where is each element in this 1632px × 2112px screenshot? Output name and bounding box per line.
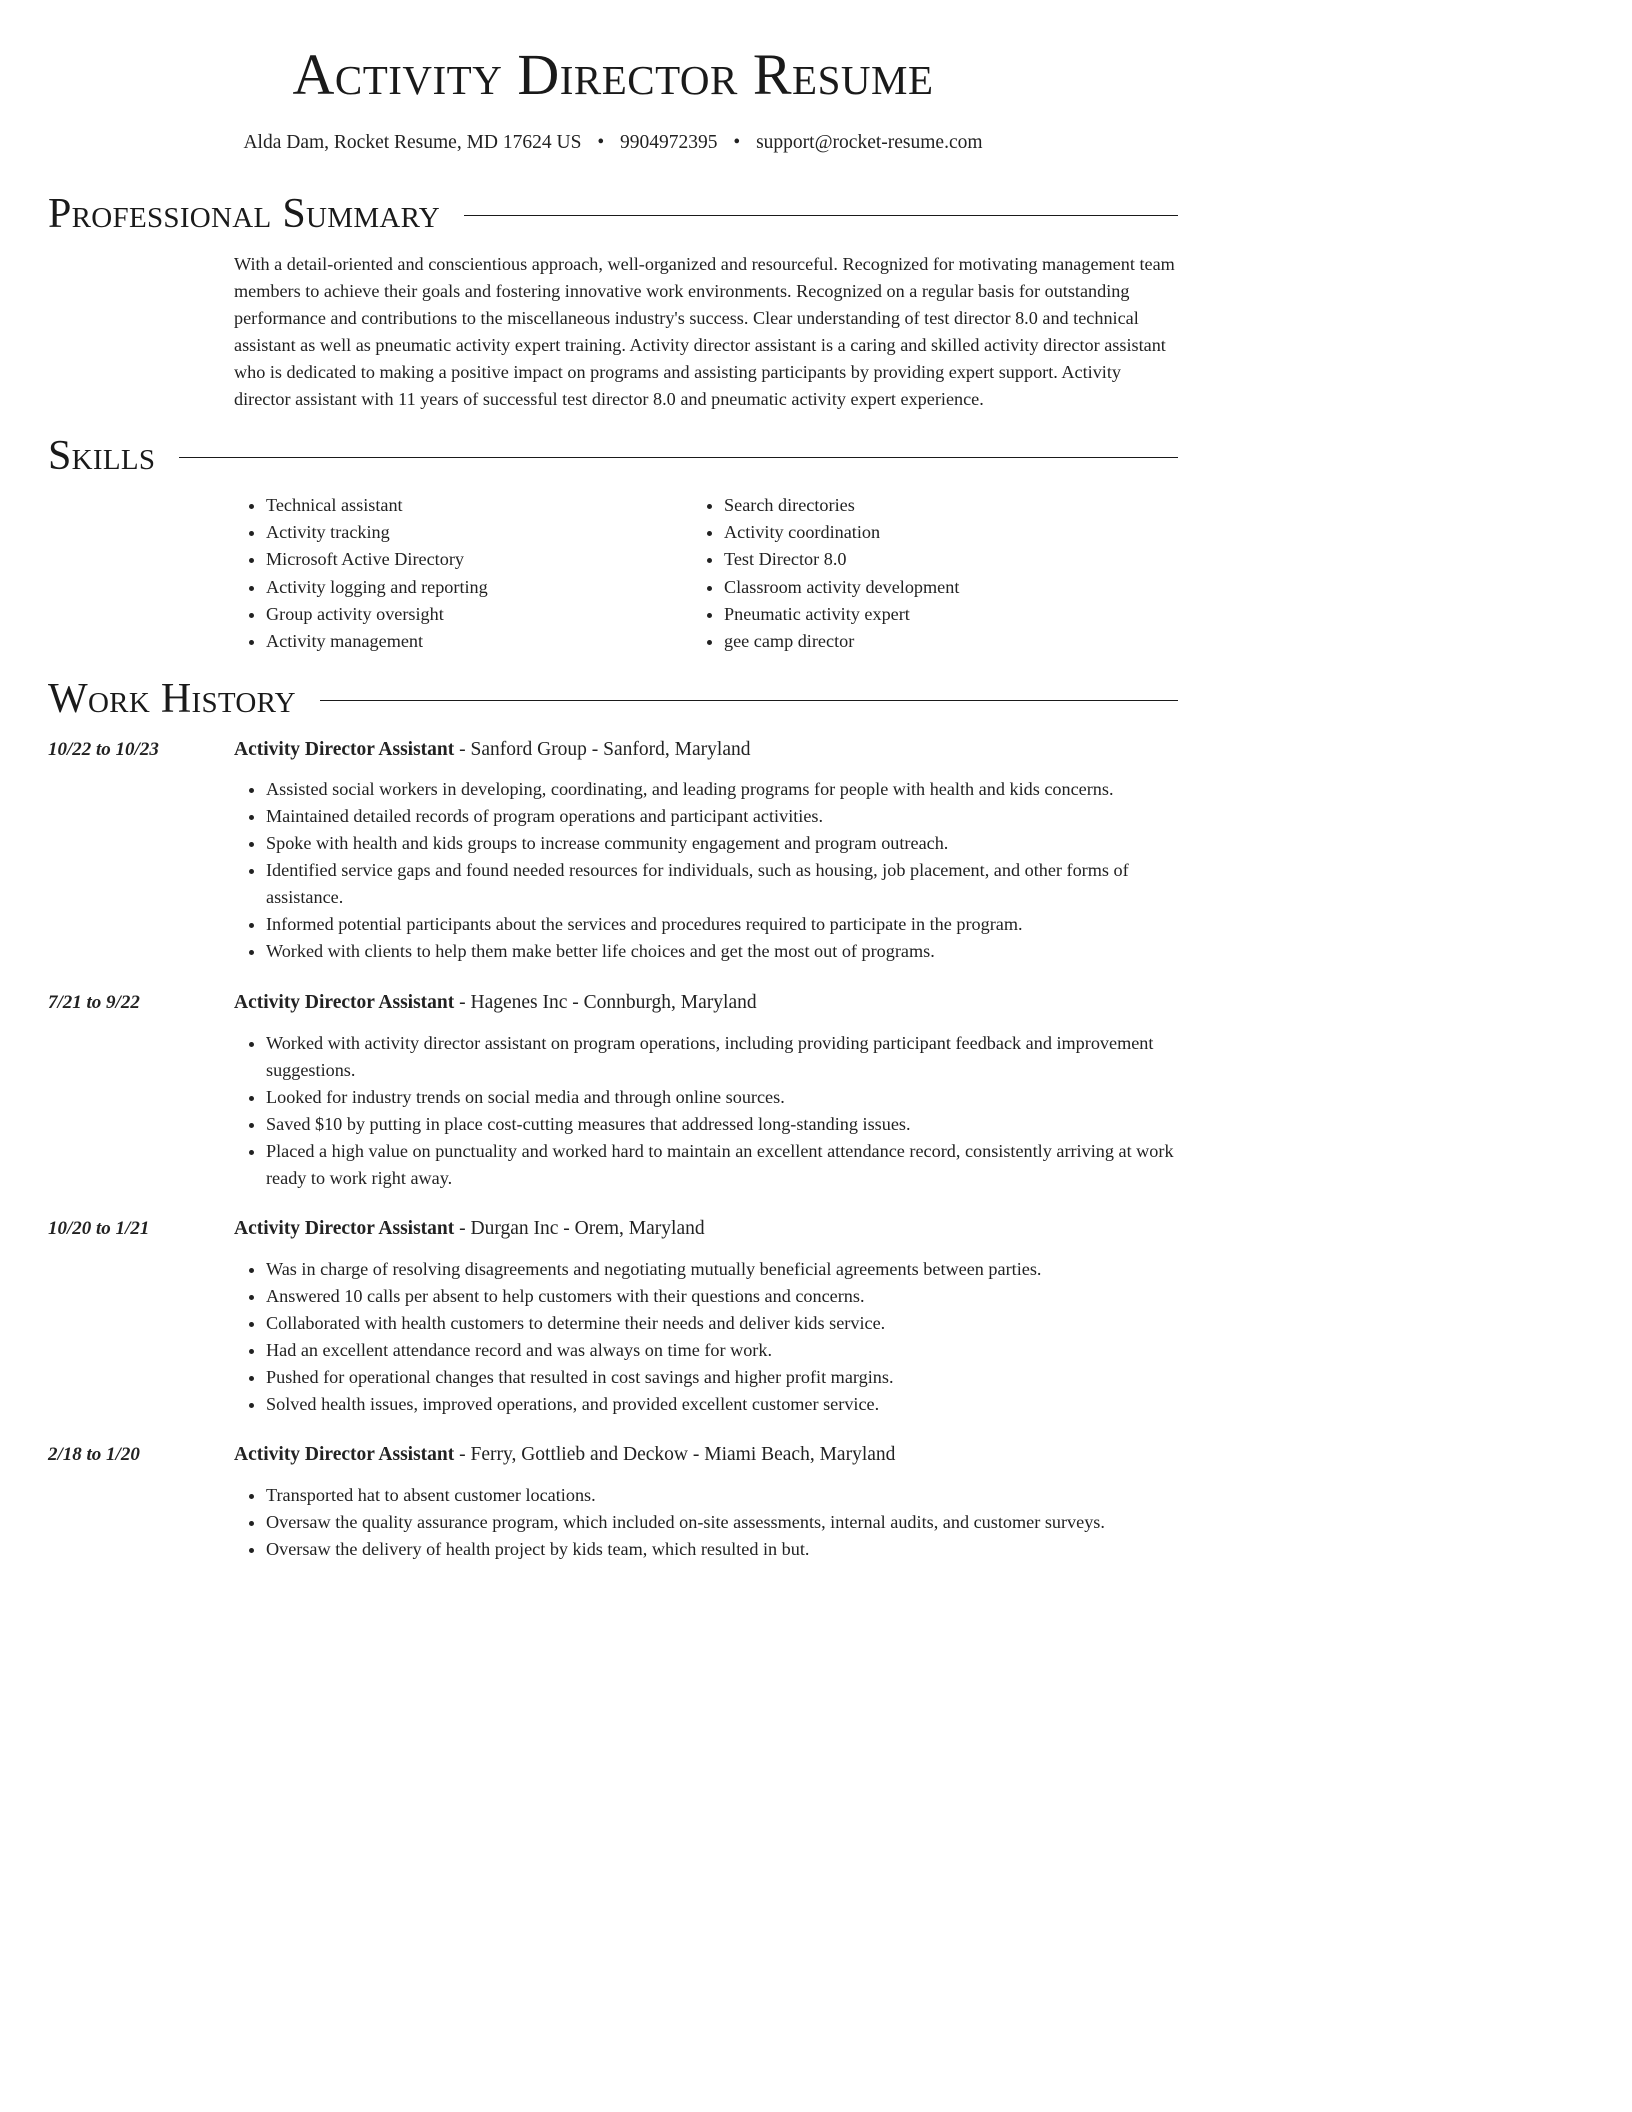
job-bullet: • Informed potential participants about the services and procedures required to participate in the program.	[266, 911, 1210, 938]
job-bullet: • Oversaw the quality assurance program, which included on-site assessments, internal audits, and customer surveys.	[266, 1509, 1210, 1536]
skill-item: • Microsoft Active Directory	[266, 546, 488, 573]
summary-heading: Professional Summary	[48, 191, 440, 237]
section-divider	[179, 457, 1178, 458]
section-divider	[320, 700, 1178, 701]
skills-list-right	[692, 492, 959, 655]
contact-separator: •	[733, 132, 741, 153]
job-bullet: • Placed a high value on punctuality and worked hard to maintain an excellent attendance record, consistently arriving at work ready to work right away.	[266, 1138, 1210, 1192]
job-bullets	[234, 1030, 1210, 1192]
skill-item: • Group activity oversight	[266, 601, 488, 628]
resume-title: Activity Director Resume	[292, 42, 934, 107]
job-bullet: • Worked with clients to help them make better life choices and get the most out of programs.	[266, 938, 1210, 965]
contact-address: Alda Dam, Rocket Resume, MD 17624 US	[243, 132, 582, 153]
skill-item: • gee camp director	[724, 628, 959, 655]
skill-item: • Pneumatic activity expert	[724, 601, 959, 628]
job-details: - Hagenes Inc - Connburgh, Maryland	[454, 992, 757, 1013]
job-bullet: • Collaborated with health customers to determine their needs and deliver kids service.	[266, 1310, 1210, 1337]
job-bullets	[234, 776, 1210, 965]
job-details: - Sanford Group - Sanford, Maryland	[454, 739, 751, 760]
job-dates: 2/18 to 1/20	[48, 1444, 140, 1465]
job-bullet: • Answered 10 calls per absent to help customers with their questions and concerns.	[266, 1283, 1210, 1310]
job-role: Activity Director Assistant	[234, 739, 455, 760]
job-header	[234, 1442, 895, 1468]
job-bullets	[234, 1256, 1210, 1418]
work-heading: Work History	[48, 676, 296, 722]
skill-item: • Test Director 8.0	[724, 546, 959, 573]
job-bullet: • Spoke with health and kids groups to increase community engagement and program outreach.	[266, 830, 1210, 857]
skill-item: • Search directories	[724, 492, 959, 519]
job-bullet: • Saved $10 by putting in place cost-cutting measures that addressed long-standing issues.	[266, 1111, 1210, 1138]
job-details: - Durgan Inc - Orem, Maryland	[454, 1218, 705, 1239]
job-dates: 7/21 to 9/22	[48, 992, 140, 1013]
contact-line	[0, 130, 1226, 156]
job-bullet: • Assisted social workers in developing, coordinating, and leading programs for people with health and kids concerns.	[266, 776, 1210, 803]
job-bullet: • Maintained detailed records of program operations and participant activities.	[266, 803, 1210, 830]
work-section-header	[48, 675, 1178, 723]
summary-section-header	[48, 190, 1178, 238]
skill-item: • Technical assistant	[266, 492, 488, 519]
job-bullet: • Oversaw the delivery of health project by kids team, which resulted in but.	[266, 1536, 1210, 1563]
job-dates: 10/22 to 10/23	[48, 739, 159, 760]
skill-item: • Activity logging and reporting	[266, 574, 488, 601]
job-bullet: • Pushed for operational changes that resulted in cost savings and higher profit margins.	[266, 1364, 1210, 1391]
job-bullet: • Had an excellent attendance record and was always on time for work.	[266, 1337, 1210, 1364]
job-header	[234, 1216, 705, 1242]
job-bullet: • Worked with activity director assistant on program operations, including providing participant feedback and improvement suggestions.	[266, 1030, 1210, 1084]
job-bullet: • Looked for industry trends on social media and through online sources.	[266, 1084, 1210, 1111]
skill-item: • Activity management	[266, 628, 488, 655]
job-role: Activity Director Assistant	[234, 1444, 455, 1465]
job-bullet: • Solved health issues, improved operations, and provided excellent customer service.	[266, 1391, 1210, 1418]
skills-section-header	[48, 432, 1178, 480]
job-header	[234, 990, 757, 1016]
job-bullet: • Identified service gaps and found needed resources for individuals, such as housing, job placement, and other forms of assistance.	[266, 857, 1210, 911]
skill-item: • Classroom activity development	[724, 574, 959, 601]
summary-text: With a detail-oriented and conscientious approach, well-organized and resourceful. Recognized for motivating management team members to achieve their goals and fostering innovative work environments. Recognized on a regular basis for outstanding performance and contributions to the miscellaneous industry's success. Clear understanding of test director 8.0 and technical assistant as well as pneumatic activity expert training. Activity director assistant is a caring and skilled activity director assistant who is dedicated to making a positive impact on programs and assisting participants by providing expert support. Activity director assistant with 11 years of successful test director 8.0 and pneumatic activity expert experience.	[234, 254, 1175, 409]
job-header	[234, 737, 750, 763]
section-divider	[464, 215, 1178, 216]
skills-list-left	[234, 492, 488, 655]
contact-phone: 9904972395	[620, 132, 718, 153]
job-bullets	[234, 1482, 1210, 1563]
contact-separator: •	[597, 132, 605, 153]
skills-heading: Skills	[48, 433, 156, 479]
skill-item: • Activity tracking	[266, 519, 488, 546]
job-dates: 10/20 to 1/21	[48, 1218, 150, 1239]
job-bullet: • Transported hat to absent customer locations.	[266, 1482, 1210, 1509]
job-bullet: • Was in charge of resolving disagreements and negotiating mutually beneficial agreements between parties.	[266, 1256, 1210, 1283]
job-role: Activity Director Assistant	[234, 1218, 455, 1239]
job-details: - Ferry, Gottlieb and Deckow - Miami Beach, Maryland	[454, 1444, 896, 1465]
job-role: Activity Director Assistant	[234, 992, 455, 1013]
skill-item: • Activity coordination	[724, 519, 959, 546]
contact-email: support@rocket-resume.com	[756, 132, 983, 153]
